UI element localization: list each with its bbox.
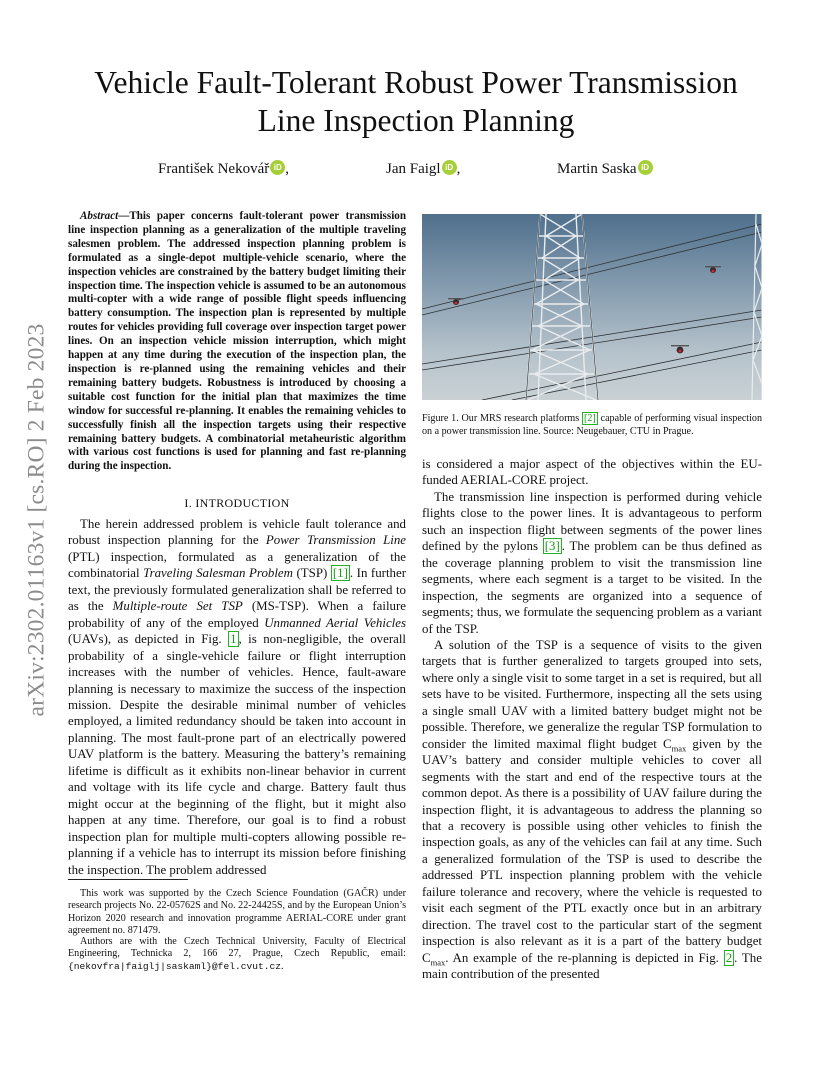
figure-link[interactable]: 2 <box>725 950 733 965</box>
author-name: Martin Saska <box>557 161 637 177</box>
abstract <box>68 210 406 474</box>
intro-text <box>68 516 406 878</box>
figure-link[interactable]: 1 <box>230 632 237 647</box>
arxiv-stamp-text: arXiv:2302.01163v1 [cs.RO] 2 Feb 2023 <box>23 323 50 717</box>
right-column-text <box>422 456 762 983</box>
intro-paragraph: The herein addressed problem is vehicle fault tolerance and robust inspection planning for the Power Transmission Line (PTL) inspection, formulated as a generalization of the combinatorial Traveling Salesman Problem (TSP) [1] . In further text, the previously formulated generalization shall be referred to as the Multiple-route Set TSP (MS-TSP). When a failure probability of any of the employed Unmanned Aerial Vehicles (UAVs), as depicted in Fig. 1 , is non-negligible, the overall probability of a single-vehicle failure or flight interruption increases with the number of vehicles. Hence, fault-aware planning is necessary to maximize the success of the inspection mission. Despite the desirable minimal number of vehicles employed, a limited redundancy should be taken into account in planning. The most fault-prone part of an electrically powered UAV platform is the battery. Measuring the battery’s remaining lifetime is difficult as it exhibits non-linear behavior in current and voltage with its life cycle and charge. Battery fault thus might occur at the beginning of the flight, but it might also happen at any time. Therefore, our goal is to find a robust inspection plan for multiple multi-copters allowing possible re-planning if a vehicle has to interrupt its mission before finishing the inspection. The problem addressed <box>68 517 407 877</box>
orcid-icon[interactable]: iD <box>638 160 653 175</box>
figure-photo <box>422 214 762 400</box>
author-1 <box>158 160 289 178</box>
figure-caption: Figure 1. Our MRS research platforms [2] capable of performing visual inspection on a power transmission line. Source: Neugebauer, CTU in Prague. <box>422 413 762 437</box>
abstract-label: Abstract <box>80 210 119 222</box>
footnote-divider <box>68 879 188 880</box>
orcid-icon[interactable]: iD <box>442 160 457 175</box>
citation-link[interactable]: [3] <box>544 539 560 554</box>
author-sep: , <box>285 161 289 177</box>
author-sep: , <box>456 161 461 177</box>
author-name: Jan Faigl <box>386 161 441 177</box>
title-line-1: Vehicle Fault-Tolerant Robust Power Transmission <box>94 65 738 100</box>
footnote-funding: This work was supported by the Czech Science Foundation (GAČR) under research projects No. 22-05762S and No. 22-24425S, and by the European Union’s Horizon 2020 research and innovation programme AERIAL-CORE under grant agreement no. 871479. <box>68 888 406 937</box>
abstract-text: —This paper concerns fault-tolerant power transmission line inspection planning as a generalization of the multiple traveling salesmen problem. The addressed inspection planning problem is formulated as a single-depot multiple-vehicle scenario, where the inspection vehicles are constrained by the battery budget limiting their inspection time. The inspection vehicle is assumed to be an autonomous multi-copter with a wide range of possible flight speeds influencing battery consumption. The inspection plan is represented by multiple routes for vehicles providing full coverage over inspection target power lines. On an inspection vehicle mission interruption, which might happen at any time during the execution of the inspection plan, the inspection is re-planned using the remaining vehicles and their remaining battery budgets. Robustness is introduced by choosing a suitable cost function for the initial plan that maximizes the time window for successful re-planning. It enables the remaining vehicles to successfully finish all the inspection targets using their respective remaining battery budgets. A combinatorial metaheuristic algorithm with various cost functions is used for planning and fast re-planning during the inspection. <box>68 210 406 473</box>
author-2 <box>386 160 460 178</box>
citation-link[interactable]: [2] <box>584 413 596 424</box>
paragraph: A solution of the TSP is a sequence of visits to the given targets that is further generalized to targets grouped into sets, where only a single visit to some target in a set is required, but all sets have to be visited. Furthermore, inspecting all the sets using a single small UAV with a limited battery budget might not be possible. Therefore, we generalize the regular TSP formulation to consider the limited maximal flight budget $C_{max}$ given by the UAV’s battery and consider multiple vehicles to cover all segments with the start and end of the respective tours at the common depot. As there is a possibility of UAV failure during the inspection flight, it is advantageous to address the planning so that a recovery is possible using other vehicles to finish the inspection goals, as any of the vehicles can fail at any time. Such a generalized formulation of the TSP is used to describe the addressed PTL inspection planning problem with the vehicle failure tolerance and recovery, where the vehicle is requested to visit each segment of the PTL exactly once but in an arbitrary direction. The travel cost to the particular start of the segment inspection is also relevant as it is a part of the battery budget $C_{max}$. An example of the re-planning is depicted in Fig. 2 . The main contribution of the presented <box>422 637 762 982</box>
author-name: František Nekovář <box>158 161 270 177</box>
email-address[interactable]: {nekovfra|faiglj|saskaml}@fel.cvut.cz <box>68 960 282 972</box>
pylon-drones-image <box>422 214 762 400</box>
title-line-2: Line Inspection Planning <box>257 103 575 138</box>
orcid-icon[interactable]: iD <box>270 160 285 175</box>
section-heading: I. INTRODUCTION <box>184 496 290 510</box>
arxiv-stamp <box>14 280 60 760</box>
footnote-affiliation: Authors are with the Czech Technical University, Faculty of Electrical Engineering, Technicka 2, 166 27, Prague, Czech Republic, email: {nekovfra|faiglj|saskaml}@fel.cvut.cz. <box>68 936 406 972</box>
citation-link[interactable]: [1] <box>332 566 348 581</box>
paragraph: The transmission line inspection is performed during vehicle flights close to the power lines. It is advantageous to perform such an inspection flight between segments of the power lines defined by the pylons [3] . The problem can be thus defined as the coverage planning problem to visit the transmission line segments, where each segment is a target to be visited. In the inspection, the segments are organized into a sequence of segments; thus, we formulate the sequencing problem as a variant of the TSP. <box>422 489 763 636</box>
paragraph: is considered a major aspect of the objectives within the EU-funded AERIAL-CORE project. <box>422 457 762 488</box>
author-3 <box>557 160 653 178</box>
paper-title <box>64 64 768 140</box>
